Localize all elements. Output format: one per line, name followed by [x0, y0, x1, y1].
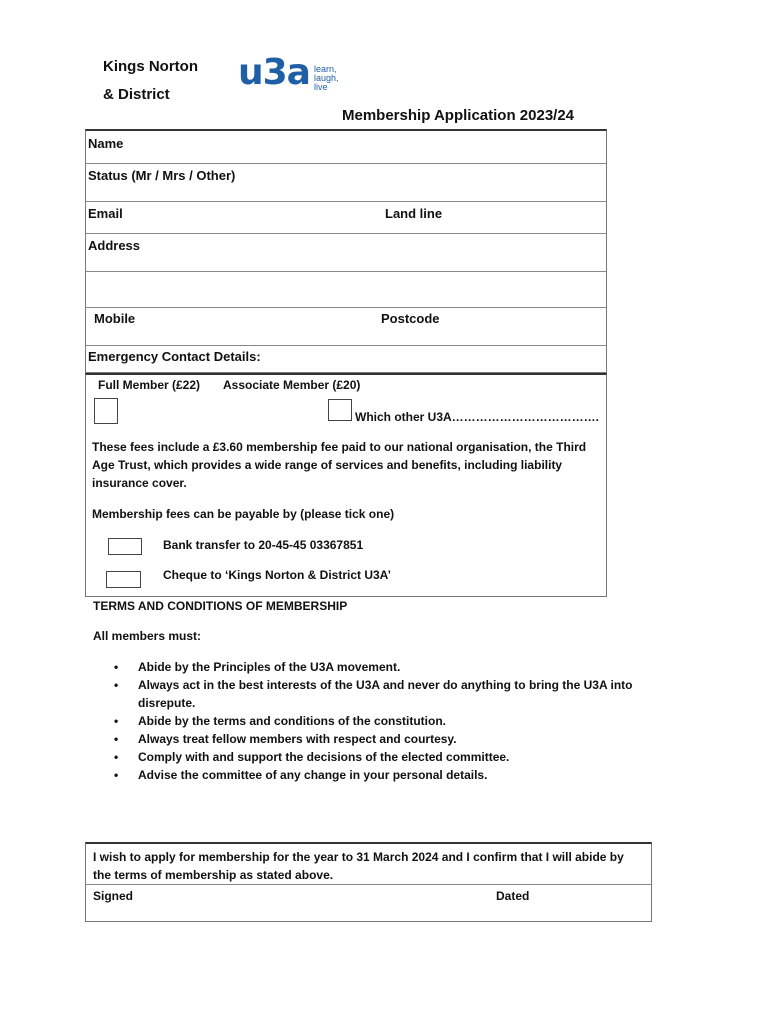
logo-tagline-3: live [314, 82, 328, 92]
cheque-label: Cheque to ‘Kings Norton & District U3A’ [163, 568, 392, 582]
associate-member-checkbox[interactable] [328, 399, 352, 421]
landline-label: Land line [385, 206, 443, 221]
details-table [85, 129, 607, 373]
fees-note: These fees include a £3.60 membership fee paid to our national organisation, the Third Age Trust, which provides a wide range of services and benefits, including liability insurance cover. [92, 440, 587, 490]
which-other-u3a-label: Which other U3A………………………………. [355, 410, 600, 424]
bank-transfer-label: Bank transfer to 20-45-45 03367851 [163, 538, 364, 552]
declaration-box [85, 842, 652, 922]
terms-item: • Always treat fellow members with respect and courtesy. [110, 730, 670, 748]
email-label: Email [88, 206, 123, 221]
payment-instructions: Membership fees can be payable by (please tick one) [92, 507, 395, 521]
terms-item: • Advise the committee of any change in your personal details. [110, 766, 670, 784]
page-title: Membership Application 2023/24 [342, 107, 575, 124]
terms-intro: All members must: [93, 629, 202, 643]
membership-box [85, 373, 607, 597]
bank-transfer-checkbox[interactable] [108, 538, 142, 555]
terms-item: • Comply with and support the decisions of the elected committee. [110, 748, 670, 766]
address-label: Address [88, 238, 141, 253]
postcode-label: Postcode [381, 311, 440, 326]
full-member-checkbox[interactable] [94, 398, 118, 424]
full-member-label: Full Member (£22) [98, 378, 201, 392]
status-label: Status (Mr / Mrs / Other) [88, 168, 236, 183]
dated-label: Dated [496, 889, 530, 903]
terms-item: • Abide by the terms and conditions of the constitution. [110, 712, 670, 730]
signed-label: Signed [93, 889, 134, 903]
terms-list [110, 658, 670, 784]
emergency-contact-label: Emergency Contact Details: [88, 349, 261, 364]
declaration-text: I wish to apply for membership for the year to 31 March 2024 and I confirm that I will abide by the terms of membership as stated above. [93, 850, 624, 882]
mobile-label: Mobile [94, 311, 136, 326]
cheque-checkbox[interactable] [106, 571, 141, 588]
terms-item: • Abide by the Principles of the U3A movement. [110, 658, 670, 676]
associate-member-label: Associate Member (£20) [223, 378, 361, 392]
org-name-line2: & District [103, 86, 170, 103]
name-label: Name [88, 136, 124, 151]
logo-tagline-2: laugh, [314, 73, 339, 83]
org-name-line1: Kings Norton [103, 58, 198, 75]
terms-item: • Always act in the best interests of the U3A and never do anything to bring the U3A into disrepute. [110, 676, 670, 712]
logo-tagline-1: learn, [314, 64, 337, 74]
terms-heading: TERMS AND CONDITIONS OF MEMBERSHIP [93, 599, 348, 613]
u3a-logo [238, 52, 348, 98]
logo-wordmark: u3a [238, 52, 310, 93]
